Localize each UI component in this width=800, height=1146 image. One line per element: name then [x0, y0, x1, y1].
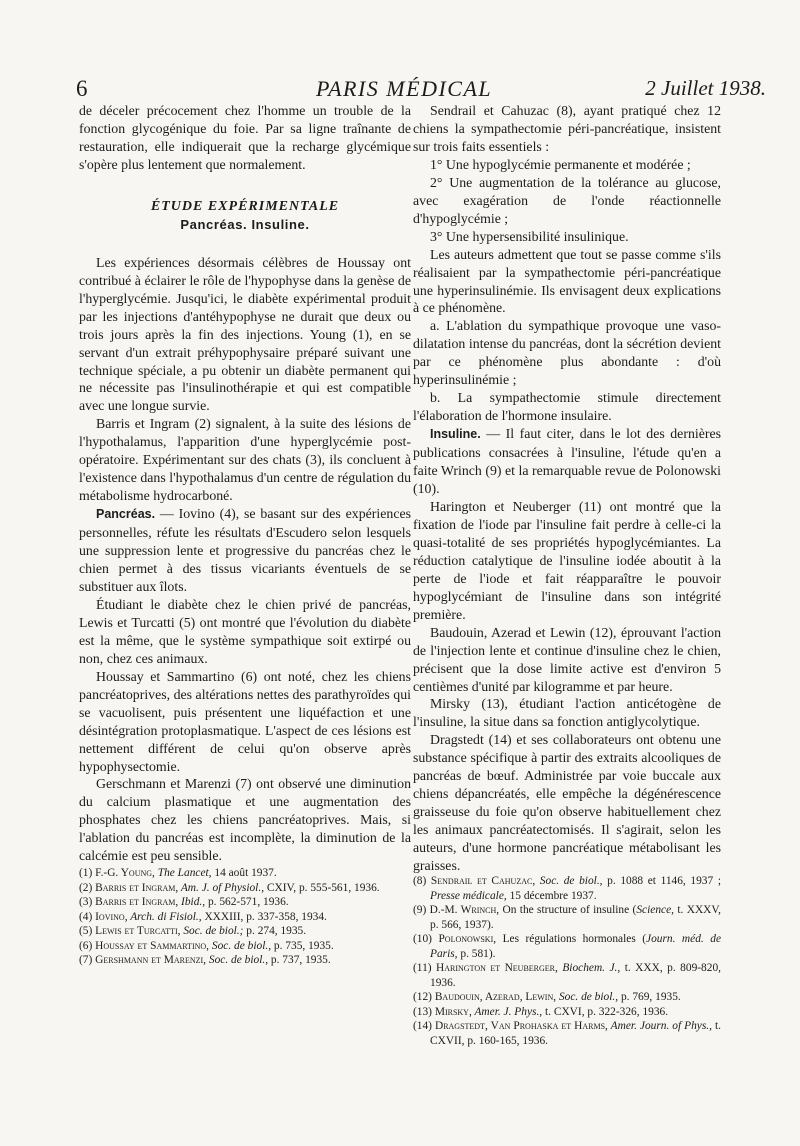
list-item-3: 3° Une hypersensibilité insulinique. — [430, 228, 629, 244]
page-number: 6 — [76, 76, 88, 101]
issue-date: 2 Juillet 1938. — [645, 76, 766, 100]
paragraph-sammartino: Houssay et Sammartino (6) ont noté, chez les chiens pancréatoprives, des altérations nettes des parathyroïdes qui se vacuolisent, puis présentent une liquéfaction et une désintégration protoplasmatique. L'aspect de ces lésions est nettement différent de celui qu'on observe après hypophysectomie. — [79, 668, 411, 774]
footnote: (10) Polonowski, Les régulations hormonales (Journ. méd. de Paris, p. 581). — [413, 933, 721, 960]
left-footnotes — [79, 866, 411, 968]
paragraph-gerschmann: Gerschmann et Marenzi (7) ont observé une diminution du calcium plasmatique et une augmentation des phosphates chez les chiens pancréatoprives. Mais, si l'ablation du pancréas est incomplète, la diminution de la calcémie est peu sensible. — [79, 776, 411, 864]
paragraph-barris: Barris et Ingram (2) signalent, à la suite des lésions de l'hypothalamus, l'apparition d'une hyperglycémie post-opératoire. Expérimentant sur des chats (3), ils concluent à l'existence dans l'hypothalamus d'un centre de régulation du métabolisme hydrocarboné. — [79, 416, 411, 504]
right-footnotes — [413, 874, 721, 1048]
explanation-b: b. La sympathectomie stimule directement l'élaboration de l'hormone insulaire. — [413, 390, 721, 424]
insuline-heading: Insuline. — [430, 427, 481, 442]
footnote: (14) Dragstedt, Van Prohaska et Harms, Amer. Journ. of Phys., t. CXVII, p. 160-165, 1936. — [413, 1020, 721, 1047]
footnote: (13) Mirsky, Amer. J. Phys., t. CXVI, p. 322-326, 1936. — [413, 1005, 669, 1018]
footnote: (8) Sendrail et Cahuzac, Soc. de biol., p. 1088 et 1146, 1937 ; Presse médicale, 15 décembre 1937. — [413, 875, 721, 902]
footnote: (3) Barris et Ingram, Ibid., p. 562-571, 1936. — [79, 896, 289, 908]
explanation-a: a. L'ablation du sympathique provoque une vaso-dilatation intense du pancréas, dont la sécrétion devient par ce phénomène plus abondante : d'où hyperinsulinémie ; — [413, 318, 721, 388]
footnote: (4) Iovino, Arch. di Fisiol., XXXIII, p. 337-358, 1934. — [79, 910, 327, 923]
footnote: (2) Barris et Ingram, Am. J. of Physiol., CXIV, p. 555-561, 1936. — [79, 881, 380, 894]
list-item-2: 2° Une augmentation de la tolérance au glucose, avec exagération de l'onde réactionnelle d'hypoglycémie ; — [413, 174, 721, 226]
footnote: (12) Baudouin, Azerad, Lewin, Soc. de biol., p. 769, 1935. — [413, 991, 681, 1003]
paragraph-houssay: Les expériences désormais célèbres de Houssay ont contribué à éclairer le rôle de l'hypophyse dans la genèse de l'hyperglycémie. Jusqu'ici, le diabète expérimental produit par les injections d'antéhypophyse ne durait que deux ou trois jours après la fin des injections. Young (1), en se servant d'un extrait préhypophysaire préparé suivant une technique spéciale, a pu obtenir un diabète permanent qui ne nécessite pas l'insulinothérapie et qui est compatible avec une longue survie. — [79, 254, 411, 414]
paragraph-auteurs: Les auteurs admettent que tout se passe comme s'ils réalisaient par la sympathectomie péri-pancréatique une hyperinsulinémie. Ils envisagent deux explications à ce phénomène. — [413, 246, 721, 316]
section-subtitle: Pancréas. Insuline. — [180, 216, 310, 232]
paragraph-insuline — [413, 425, 721, 498]
footnote: (11) Harington et Neuberger, Biochem. J., t. XXX, p. 809-820, 1936. — [413, 962, 721, 989]
intro-paragraph: de déceler précocement chez l'homme un trouble de la fonction glycogénique du foie. Par sa ligne traînante de restauration, elle indiquerait que la recharge glycémique s'opère plus lentement que normalement. — [79, 103, 411, 172]
paragraph-mirsky: Mirsky (13), étudiant l'action anticétogène de l'insuline, la situe dans sa fonction antiglycolytique. — [413, 696, 721, 730]
pancreas-text: — Iovino (4), se basant sur des expériences personnelles, réfute les résultats d'Escudero selon lesquels une suppression lente et progressive du pancréas chez le chien permet à des tissus vicariants éventuels de se substituer aux îlots. — [79, 506, 411, 594]
pancreas-heading: Pancréas. — [96, 507, 156, 522]
journal-title: PARIS MÉDICAL — [316, 76, 493, 101]
paragraph-baudouin: Baudouin, Azerad et Lewin (12), éprouvant l'action de l'injection lente et continue d'insuline chez le chien, précisent que la dose limite active est d'environ 5 centièmes d'unité par kilogramme et par heure. — [413, 624, 721, 694]
left-column — [79, 102, 411, 865]
footnote: (5) Lewis et Turcatti, Soc. de biol.; p. 274, 1935. — [79, 925, 307, 937]
insuline-text: — Il faut citer, dans le lot des dernières publications consacrées à l'insuline, l'étude qu'en a faite Wrinch (9) et la remarquable revue de Polonowski (10). — [413, 426, 721, 497]
right-column — [413, 102, 721, 875]
footnote: (9) D.-M. Wrinch, On the structure of insuline (Science, t. XXXV, p. 566, 1937). — [413, 904, 721, 931]
paragraph-pancreas — [79, 505, 411, 596]
list-item-1: 1° Une hypoglycémie permanente et modérée ; — [430, 156, 691, 172]
paragraph-sendrail: Sendrail et Cahuzac (8), ayant pratiqué chez 12 chiens la sympathectomie péri-pancréatique, insistent sur trois faits essentiels : — [413, 103, 721, 154]
section-title: ÉTUDE EXPÉRIMENTALE — [150, 198, 340, 214]
paragraph-harington: Harington et Neuberger (11) ont montré que la fixation de l'iode par l'insuline fait perdre à celle-ci la quasi-totalité de ses propriétés hypoglycémiantes. La réduction catalytique de l'insuline iodée aboutit à la perte de l'iode et fait réapparaître le pouvoir hypoglycémiant de l'insuline dans son intégrité première. — [413, 498, 721, 622]
footnote: (1) F.-G. Young, The Lancet, 14 août 1937. — [79, 867, 277, 879]
paragraph-lewis: Étudiant le diabète chez le chien privé de pancréas, Lewis et Turcatti (5) ont montré que l'évolution du diabète est la même, que le système sympathique soit extirpé ou non, chez ces animaux. — [79, 596, 411, 666]
paragraph-dragstedt: Dragstedt (14) et ses collaborateurs ont obtenu une substance spécifique à partir des extraits alcooliques de pancréas de bœuf. Administrée par voie buccale aux chiens dépancréatés, elle empêche la dégénérescence graisseuse du foie qu'on observe habituellement chez les animaux pancréatectomisés. Il s'agirait, selon les auteurs, d'une hormone pancréatique métabolisant les graisses. — [413, 732, 721, 874]
footnote: (7) Gershmann et Marenzi, Soc. de biol., p. 737, 1935. — [79, 954, 331, 966]
footnote: (6) Houssay et Sammartino, Soc. de biol., p. 735, 1935. — [79, 939, 334, 952]
